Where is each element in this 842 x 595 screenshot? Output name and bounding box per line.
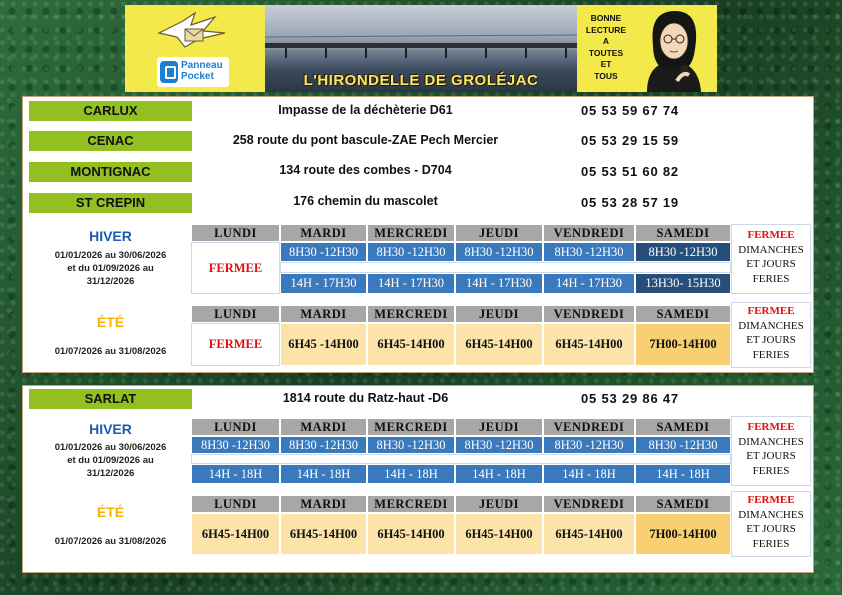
phone-cenac: 05 53 29 15 59 [581, 133, 679, 148]
day-header: VENDREDI [543, 495, 635, 513]
day-header: JEUDI [455, 418, 543, 436]
afternoon-hours: 14H - 18H [455, 464, 543, 484]
afternoon-hours: 14H - 17H30 [280, 273, 367, 294]
season-hiver: HIVER [89, 228, 132, 244]
afternoon-hours: 14H - 18H [280, 464, 367, 484]
closed-line: FERIES [752, 464, 790, 477]
day-header: MARDI [280, 495, 367, 513]
town-sarlat: SARLAT [29, 389, 192, 409]
date-line: et du 01/09/2026 au [67, 455, 154, 466]
gap-row [191, 454, 731, 464]
town-cenac: CENAC [29, 131, 192, 151]
summer-hours: 6H45-14H00 [543, 513, 635, 555]
closed-line: DIMANCHES [738, 435, 804, 448]
town-carlux: CARLUX [29, 101, 192, 121]
day-header: MERCREDI [367, 224, 455, 242]
closed-note [731, 491, 811, 557]
lake-pontoon-photo [265, 5, 577, 92]
day-header: LUNDI [191, 495, 280, 513]
lundi-fermee: FERMEE [191, 323, 280, 366]
bonne-line: LECTURE [585, 24, 627, 35]
afternoon-hours: 14H - 17H30 [455, 273, 543, 294]
closed-note [731, 416, 811, 486]
summer-hours: 6H45-14H00 [455, 513, 543, 555]
day-header: MARDI [280, 305, 367, 323]
panneau-pocket-text: Panneau Pocket [181, 60, 223, 82]
afternoon-hours: 14H - 18H [543, 464, 635, 484]
header-title: L'HIRONDELLE DE GROLÉJAC [303, 72, 539, 89]
morning-hours: 8H30 -12H30 [455, 436, 543, 454]
panneau-pocket-logo [157, 57, 229, 87]
afternoon-hours: 13H30- 15H30 [635, 273, 731, 294]
closed-line: DIMANCHES [738, 319, 804, 332]
morning-hours: 8H30 -12H30 [635, 242, 731, 262]
day-header: JEUDI [455, 224, 543, 242]
date-line: 31/12/2026 [86, 468, 135, 479]
closed-note [731, 224, 811, 294]
summer-hours: 6H45 -14H00 [280, 323, 367, 366]
day-header: LUNDI [191, 305, 280, 323]
address-carlux: Impasse de la déchèterie D61 [278, 103, 453, 117]
day-header: VENDREDI [543, 224, 635, 242]
closed-line: ET JOURS [746, 523, 796, 535]
summer-hours: 6H45-14H00 [367, 323, 455, 366]
day-header: MERCREDI [367, 418, 455, 436]
ete-dates: 01/07/2026 au 31/08/2026 [54, 346, 167, 357]
day-header: SAMEDI [635, 305, 731, 323]
morning-hours: 8H30 -12H30 [191, 436, 280, 454]
day-header: MERCREDI [367, 305, 455, 323]
season-ete: ÉTÉ [96, 314, 125, 330]
afternoon-hours: 14H - 18H [367, 464, 455, 484]
day-header: LUNDI [191, 418, 280, 436]
morning-hours: 8H30 -12H30 [280, 436, 367, 454]
date-line: et du 01/09/2026 au [67, 263, 154, 274]
address-st-crepin: 176 chemin du mascolet [293, 194, 438, 208]
morning-hours: 8H30 -12H30 [543, 242, 635, 262]
morning-hours: 8H30 -12H30 [367, 242, 455, 262]
date-line: 01/01/2026 au 30/06/2026 [54, 250, 167, 261]
phone-icon [160, 61, 178, 83]
hiver-dates [33, 249, 188, 288]
morning-hours: 8H30 -12H30 [543, 436, 635, 454]
summer-hours: 7H00-14H00 [635, 513, 731, 555]
fermee-label: FERMEE [747, 305, 795, 317]
bonne-line: TOUS [594, 70, 618, 81]
fermee-label: FERMEE [747, 229, 795, 241]
phone-montignac: 05 53 51 60 82 [581, 164, 679, 179]
lundi-fermee: FERMEE [191, 242, 280, 294]
day-header: MARDI [280, 418, 367, 436]
morning-hours: 8H30 -12H30 [635, 436, 731, 454]
ete-dates: 01/07/2026 au 31/08/2026 [54, 536, 167, 547]
bonne-line: A [602, 36, 610, 46]
afternoon-hours: 14H - 17H30 [367, 273, 455, 294]
day-header: SAMEDI [635, 224, 731, 242]
fermee-label: FERMEE [747, 494, 795, 506]
day-header: VENDREDI [543, 418, 635, 436]
closed-note [731, 302, 811, 368]
town-st-crepin: ST CREPIN [29, 193, 192, 213]
address-montignac: 134 route des combes - D704 [279, 163, 452, 177]
closed-line: FERIES [752, 272, 790, 285]
day-header: SAMEDI [635, 495, 731, 513]
day-header: MARDI [280, 224, 367, 242]
phone-sarlat: 05 53 29 86 47 [581, 391, 679, 406]
header-left [125, 5, 263, 92]
header-right [577, 5, 717, 92]
closed-line: ET JOURS [746, 450, 796, 462]
day-header: JEUDI [455, 305, 543, 323]
summer-hours: 6H45-14H00 [367, 513, 455, 555]
closed-line: DIMANCHES [738, 508, 804, 521]
day-header: VENDREDI [543, 305, 635, 323]
pontoon-icon [265, 33, 577, 59]
hiver-dates [33, 441, 188, 480]
bonne-line: ET [600, 59, 612, 69]
date-line: 31/12/2026 [86, 276, 135, 287]
phone-carlux: 05 53 59 67 74 [581, 103, 679, 118]
season-hiver: HIVER [89, 421, 132, 437]
day-header: SAMEDI [635, 418, 731, 436]
closed-line: FERIES [752, 348, 790, 361]
panel-sarlat [22, 385, 814, 573]
closed-line: DIMANCHES [738, 243, 804, 256]
bonne-line: BONNE [590, 13, 622, 23]
reading-woman-icon [633, 5, 715, 92]
header-banner [125, 5, 717, 92]
summer-hours: 6H45-14H00 [455, 323, 543, 366]
town-montignac: MONTIGNAC [29, 162, 192, 182]
closed-line: ET JOURS [746, 334, 796, 346]
afternoon-hours: 14H - 17H30 [543, 273, 635, 294]
phone-st-crepin: 05 53 28 57 19 [581, 195, 679, 210]
address-cenac: 258 route du pont bascule-ZAE Pech Mercier [232, 133, 499, 147]
day-header: MERCREDI [367, 495, 455, 513]
morning-hours: 8H30 -12H30 [280, 242, 367, 262]
morning-hours: 8H30 -12H30 [367, 436, 455, 454]
bonne-line: TOUTES [588, 47, 624, 58]
panel-group1 [22, 96, 814, 373]
date-line: 01/01/2026 au 30/06/2026 [54, 442, 167, 453]
summer-hours: 7H00-14H00 [635, 323, 731, 366]
fermee-label: FERMEE [747, 421, 795, 433]
summer-hours: 6H45-14H00 [280, 513, 367, 555]
gap-row [280, 262, 731, 273]
afternoon-hours: 14H - 18H [635, 464, 731, 484]
swallow-letter-icon [155, 11, 227, 49]
summer-hours: 6H45-14H00 [191, 513, 280, 555]
bonne-lecture-text [583, 13, 629, 82]
summer-hours: 6H45-14H00 [543, 323, 635, 366]
day-header: LUNDI [191, 224, 280, 242]
afternoon-hours: 14H - 18H [191, 464, 280, 484]
season-ete: ÉTÉ [96, 504, 125, 520]
closed-line: ET JOURS [746, 258, 796, 270]
morning-hours: 8H30 -12H30 [455, 242, 543, 262]
address-sarlat: 1814 route du Ratz-haut -D6 [282, 391, 449, 405]
day-header: JEUDI [455, 495, 543, 513]
closed-line: FERIES [752, 537, 790, 550]
